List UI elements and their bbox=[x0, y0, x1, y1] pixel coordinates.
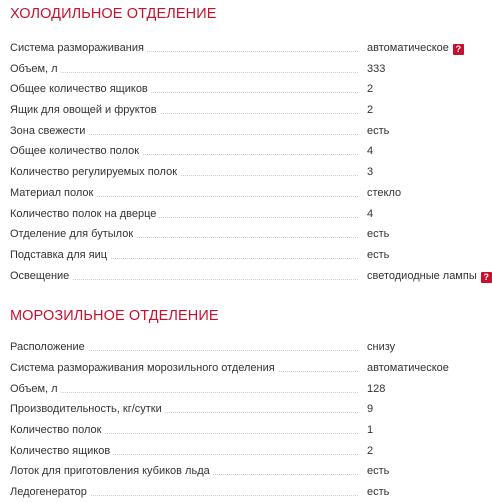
spec-row bbox=[0, 337, 475, 358]
spec-value-cell bbox=[367, 79, 373, 99]
spec-label: Производительность, кг/сутки bbox=[10, 403, 165, 415]
spec-value: 9 bbox=[367, 403, 374, 416]
spec-label: Расположение bbox=[10, 341, 88, 353]
spec-label: Количество ящиков bbox=[10, 445, 113, 457]
spec-row bbox=[0, 141, 475, 162]
spec-label: Ящик для овощей и фруктов bbox=[10, 104, 160, 116]
freezer-section bbox=[0, 306, 475, 503]
spec-row bbox=[0, 100, 475, 121]
spec-label-cell bbox=[10, 59, 358, 79]
spec-value: 2 bbox=[367, 104, 374, 117]
spec-label-cell bbox=[10, 162, 358, 182]
spec-row bbox=[0, 482, 475, 503]
spec-label: Зона свежести bbox=[10, 125, 88, 137]
spec-row bbox=[0, 79, 475, 100]
spec-value-cell bbox=[367, 224, 389, 244]
spec-row bbox=[0, 358, 475, 379]
help-icon[interactable]: ? bbox=[453, 44, 464, 55]
spec-value: есть bbox=[367, 248, 390, 261]
spec-value-cell bbox=[367, 38, 464, 58]
spec-label: Объем, л bbox=[10, 63, 61, 75]
spec-value-cell bbox=[367, 245, 389, 265]
freezer-spec-list bbox=[0, 337, 475, 503]
spec-row bbox=[0, 38, 475, 59]
spec-label-cell bbox=[10, 482, 358, 502]
spec-value: 1 bbox=[367, 424, 374, 436]
spec-label: Система размораживания bbox=[10, 42, 147, 54]
fridge-section-title: ХОЛОДИЛЬНОЕ ОТДЕЛЕНИЕ bbox=[10, 6, 217, 22]
spec-row bbox=[0, 162, 475, 183]
fridge-spec-list bbox=[0, 38, 489, 286]
spec-row bbox=[0, 204, 475, 225]
spec-row bbox=[0, 399, 475, 420]
spec-row bbox=[0, 461, 475, 482]
spec-value-cell bbox=[367, 141, 373, 161]
freezer-section-title: МОРОЗИЛЬНОЕ ОТДЕЛЕНИЕ bbox=[10, 308, 219, 325]
spec-label-cell bbox=[10, 379, 358, 399]
spec-value-cell bbox=[367, 358, 449, 378]
spec-label-cell bbox=[10, 224, 358, 244]
spec-label-cell bbox=[10, 337, 358, 357]
spec-value-cell bbox=[367, 482, 389, 502]
spec-value: 333 bbox=[367, 62, 386, 75]
spec-value-cell bbox=[367, 183, 401, 203]
spec-value-cell bbox=[367, 266, 492, 286]
spec-label-cell bbox=[10, 204, 358, 224]
spec-row bbox=[0, 183, 475, 204]
spec-label-cell bbox=[10, 141, 358, 161]
spec-value: автоматическое bbox=[367, 42, 449, 54]
spec-label-cell bbox=[10, 245, 358, 265]
spec-label: Количество полок на дверце bbox=[10, 208, 159, 220]
section-spacer bbox=[0, 286, 475, 306]
spec-label-cell bbox=[10, 461, 358, 481]
spec-row bbox=[0, 379, 475, 400]
spec-value-cell bbox=[367, 337, 395, 357]
spec-label: Система размораживания морозильного отделения bbox=[10, 362, 278, 374]
spec-label-cell bbox=[10, 79, 358, 99]
spec-label: Объем, л bbox=[10, 383, 61, 395]
spec-value: 128 bbox=[367, 382, 386, 395]
spec-value-cell bbox=[367, 420, 373, 440]
spec-value: светодиодные лампы bbox=[367, 269, 477, 282]
spec-label-cell bbox=[10, 399, 358, 419]
spec-value: автоматическое bbox=[367, 361, 449, 374]
spec-value: 4 bbox=[367, 207, 374, 220]
help-icon[interactable]: ? bbox=[481, 272, 492, 283]
spec-value: 4 bbox=[367, 145, 374, 158]
spec-label-cell bbox=[10, 38, 358, 58]
spec-value: есть bbox=[367, 228, 390, 241]
spec-value: есть bbox=[367, 124, 390, 137]
spec-label: Количество полок bbox=[10, 424, 104, 436]
spec-value-cell bbox=[367, 59, 385, 79]
spec-value-cell bbox=[367, 441, 373, 461]
spec-label-cell bbox=[10, 266, 358, 286]
spec-label: Отделение для бутылок bbox=[10, 228, 136, 240]
spec-label: Количество регулируемых полок bbox=[10, 166, 180, 178]
spec-label-cell bbox=[10, 441, 358, 461]
spec-value-cell bbox=[367, 162, 373, 182]
spec-label: Лоток для приготовления кубиков льда bbox=[10, 465, 213, 477]
spec-value: 3 bbox=[367, 166, 374, 179]
spec-row bbox=[0, 245, 475, 266]
spec-value-cell bbox=[367, 121, 389, 141]
spec-row bbox=[0, 121, 475, 142]
spec-row bbox=[0, 441, 475, 462]
spec-label-cell bbox=[10, 358, 358, 378]
spec-label: Материал полок bbox=[10, 187, 96, 199]
spec-row bbox=[0, 420, 475, 441]
spec-value-cell bbox=[367, 204, 373, 224]
spec-label: Общее количество полок bbox=[10, 145, 142, 157]
spec-label-cell bbox=[10, 121, 358, 141]
spec-row bbox=[0, 266, 489, 287]
spec-row bbox=[0, 224, 475, 245]
spec-value: стекло bbox=[367, 186, 402, 199]
spec-value: 2 bbox=[367, 83, 374, 96]
dotted-leader bbox=[10, 72, 358, 73]
spec-value-cell bbox=[367, 461, 389, 481]
spec-label: Ледогенератор bbox=[10, 486, 90, 498]
spec-label: Подставка для яиц bbox=[10, 249, 110, 261]
spec-value-cell bbox=[367, 399, 373, 419]
spec-row bbox=[0, 59, 475, 80]
spec-value-cell bbox=[367, 100, 373, 120]
spec-value-cell bbox=[367, 379, 385, 399]
spec-value: снизу bbox=[367, 341, 396, 354]
spec-label: Общее количество ящиков bbox=[10, 83, 151, 95]
spec-label-cell bbox=[10, 420, 358, 440]
spec-label-cell bbox=[10, 100, 358, 120]
dotted-leader bbox=[10, 392, 358, 393]
spec-value: 2 bbox=[367, 444, 374, 457]
spec-value: есть bbox=[367, 465, 390, 478]
spec-label-cell bbox=[10, 183, 358, 203]
spec-label: Освещение bbox=[10, 270, 72, 282]
spec-value: есть bbox=[367, 486, 390, 499]
